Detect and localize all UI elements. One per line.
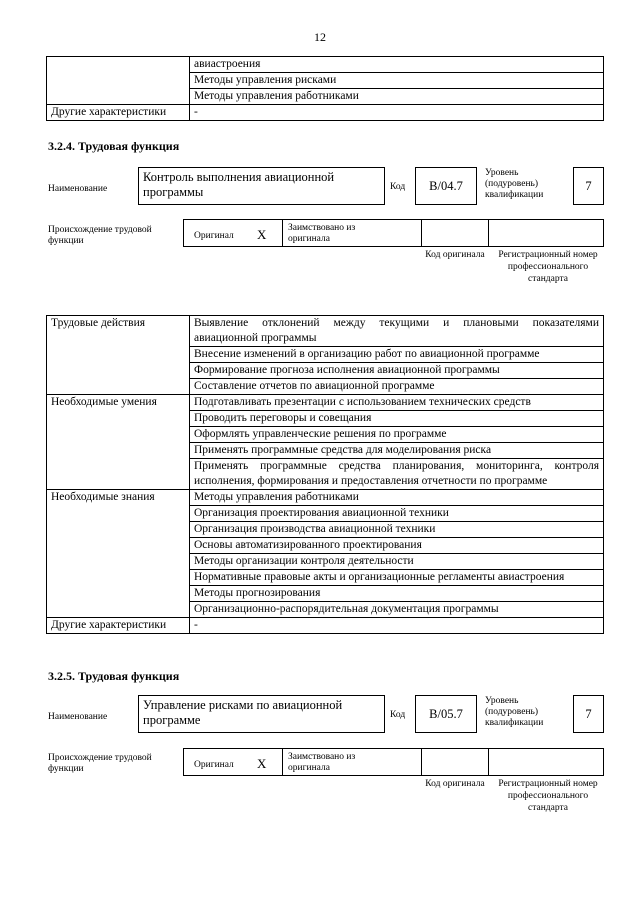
divider [421, 749, 422, 775]
group-label: Необходимые знания [47, 490, 190, 618]
table-cell: Методы прогнозирования [190, 586, 604, 602]
table-cell: Применять программные средства для моделирования риска [190, 443, 604, 459]
table-cell: Основы автоматизированного проектирования [190, 538, 604, 554]
level-label: Уровень (подуровень) квалификации [485, 168, 544, 200]
section-heading: 3.2.5. Трудовая функция [48, 669, 180, 683]
table-cell: Организационно-распорядительная документация программы [190, 602, 604, 618]
divider [421, 220, 422, 246]
row-value: Методы управления рисками [190, 73, 604, 89]
table-row [47, 105, 604, 121]
table-row [47, 57, 604, 73]
group-label: Другие характеристики [47, 618, 190, 634]
row-value: авиастроения [190, 57, 604, 73]
group-label: Трудовые действия [47, 316, 190, 395]
original-mark: X [257, 227, 267, 242]
table-row [47, 490, 604, 506]
table-cell: Внесение изменений в организацию работ по авиационной программе [190, 347, 604, 363]
borrowed-label: Заимствовано из оригинала [288, 223, 356, 244]
top-continuation-table [46, 56, 604, 121]
name-label: Наименование [48, 712, 108, 722]
table-cell: Организация проектирования авиационной техники [190, 506, 604, 522]
table-row [47, 395, 604, 411]
function-code-box: В/04.7 [415, 167, 477, 205]
origin-box [183, 748, 604, 776]
function-name-box: Контроль выполнения авиационной программы [138, 167, 385, 205]
table-cell: Организация производства авиационной техники [190, 522, 604, 538]
origin-label: Происхождение трудовой функции [48, 225, 152, 246]
table-cell: Составление отчетов по авиационной программе [190, 379, 604, 395]
original-mark: X [257, 756, 267, 771]
origin-label: Происхождение трудовой функции [48, 753, 152, 774]
origin-box [183, 219, 604, 247]
table-cell: Подготавливать презентации с использованием технических средств [190, 395, 604, 411]
table-cell: - [190, 618, 604, 634]
level-box: 7 [573, 167, 604, 205]
table-cell: Применять программные средства планирования, мониторинга, контроля исполнения, формирования и предоставления отчетности по программе [190, 459, 604, 490]
group-label: Необходимые умения [47, 395, 190, 490]
borrowed-label: Заимствовано из оригинала [288, 752, 356, 773]
level-label: Уровень (подуровень) квалификации [485, 696, 544, 728]
table-row [47, 316, 604, 347]
table-cell: Проводить переговоры и совещания [190, 411, 604, 427]
table-cell: Нормативные правовые акты и организационные регламенты авиастроения [190, 570, 604, 586]
function-name-box: Управление рисками по авиационной программе [138, 695, 385, 733]
code-original-caption: Код оригинала [425, 779, 485, 789]
table-cell: Формирование прогноза исполнения авиационной программы [190, 363, 604, 379]
registration-caption: Регистрационный номер профессионального стандарта [498, 250, 598, 284]
row-value: - [190, 105, 604, 121]
row-value: Методы управления работниками [190, 89, 604, 105]
table-cell: Оформлять управленческие решения по программе [190, 427, 604, 443]
table-cell: Выявление отклонений между текущими и плановыми показателями авиационной программы [190, 316, 604, 347]
divider [282, 220, 283, 246]
divider [488, 749, 489, 775]
table-cell: Методы организации контроля деятельности [190, 554, 604, 570]
level-box: 7 [573, 695, 604, 733]
row-label [47, 57, 190, 105]
registration-caption: Регистрационный номер профессионального стандарта [498, 779, 598, 813]
code-label: Код [390, 710, 406, 720]
code-original-caption: Код оригинала [425, 250, 485, 260]
row-label: Другие характеристики [47, 105, 190, 121]
function-code-box: В/05.7 [415, 695, 477, 733]
name-label: Наименование [48, 184, 108, 194]
original-label: Оригинал [194, 231, 234, 241]
function-content-table [46, 315, 604, 634]
divider [488, 220, 489, 246]
section-heading: 3.2.4. Трудовая функция [48, 139, 180, 153]
original-label: Оригинал [194, 760, 234, 770]
divider [282, 749, 283, 775]
table-row [47, 618, 604, 634]
code-label: Код [390, 182, 406, 192]
table-cell: Методы управления работниками [190, 490, 604, 506]
page-number: 12 [314, 30, 326, 44]
